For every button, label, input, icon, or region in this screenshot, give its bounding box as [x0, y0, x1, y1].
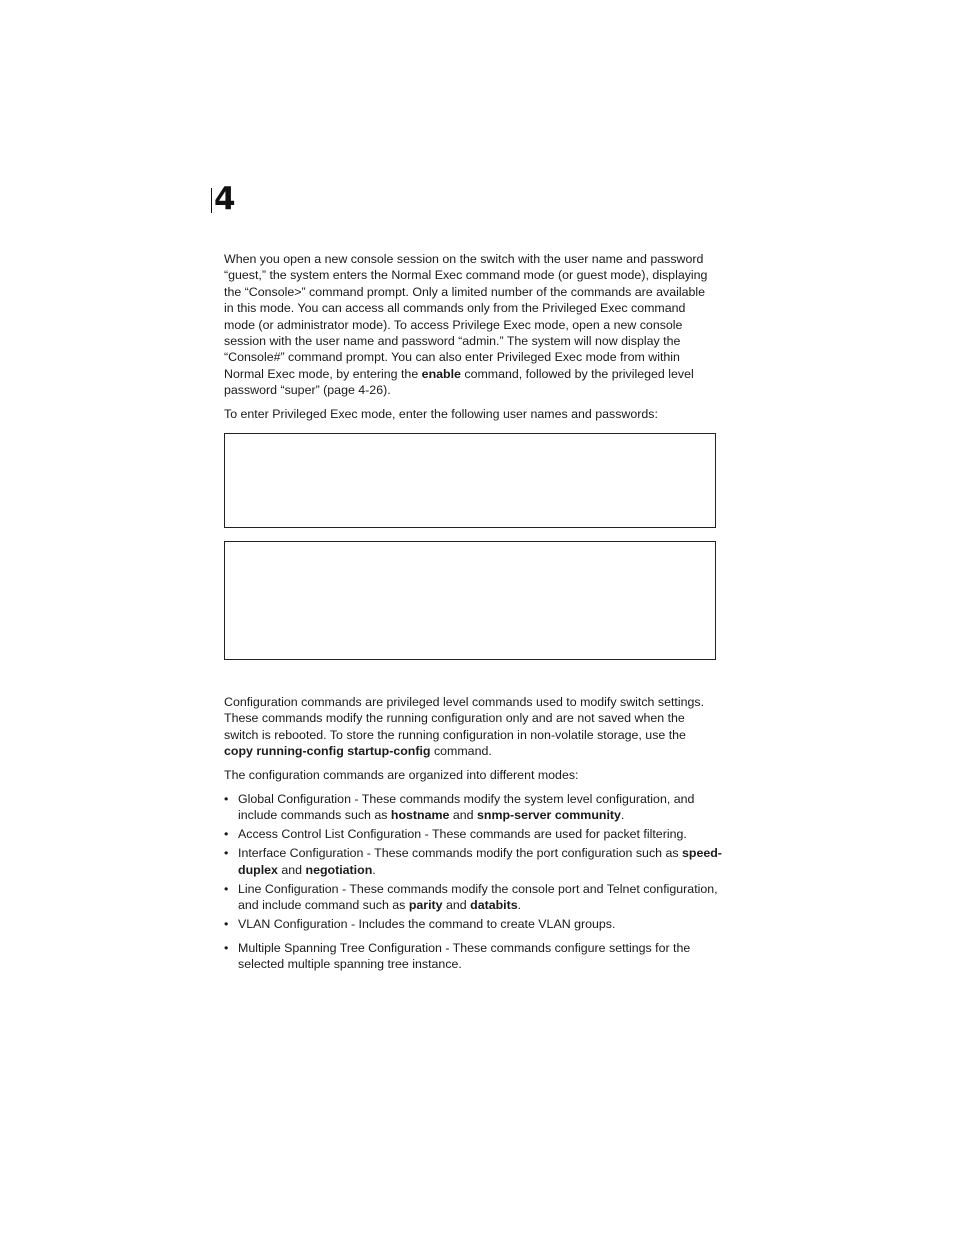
exec-intro-text-1: When you open a new console session on the switch with the user name and password “guest,” the system enters the Normal Exec command mode (or guest mode), displaying the “Console>” command prompt. Only a limited number of the commands are available in this mode. You can access all commands only from the Privileged Exec command mode (or administrator mode). To access Privilege Exec mode, open a new console session with the user name and password “admin.” The system will now display the “Console#” command prompt. You can also enter Privileged Exec mode from within Normal Exec mode, by entering the	[224, 252, 708, 381]
enable-command: enable	[421, 366, 461, 381]
list-item-text: Interface Configuration - These commands modify the port configuration such as	[238, 846, 682, 861]
list-item-mst-configuration	[224, 940, 724, 973]
list-item-text: Line Configuration - These commands modify the console port and Telnet configuration, and include command such as	[238, 881, 718, 913]
list-item-text: and	[449, 808, 477, 823]
list-item-text: Multiple Spanning Tree Configuration - These commands configure settings for the selected multiple spanning tree instance.	[238, 940, 691, 972]
list-item-text: Global Configuration - These commands modify the system level configuration, and include commands such as	[238, 792, 695, 823]
config-modes-list	[224, 791, 724, 975]
list-item-text: .	[372, 862, 376, 877]
exec-mode-intro-paragraph	[224, 251, 716, 399]
bullet-icon: •	[224, 917, 229, 932]
list-item-text: VLAN Configuration - Includes the command to create VLAN groups.	[238, 917, 616, 932]
bullet-icon: •	[224, 846, 229, 861]
list-item-line-configuration	[224, 881, 724, 914]
bullet-icon: •	[224, 881, 229, 896]
login-example-box-guest	[224, 433, 716, 528]
list-item-interface-configuration	[224, 845, 724, 878]
command-databits: databits	[470, 898, 518, 913]
list-item-text: and	[442, 898, 471, 913]
privileged-exec-instructions: To enter Privileged Exec mode, enter the following user names and passwords:	[224, 407, 658, 421]
bullet-icon: •	[224, 792, 229, 806]
command-snmp-server-community: snmp-server community	[477, 808, 621, 823]
command-speed-duplex: speed-duplex	[238, 846, 722, 877]
command-negotiation: negotiation	[305, 862, 373, 877]
config-modes-intro: The configuration commands are organized into different modes:	[224, 768, 579, 782]
list-item-text: Access Control List Configuration - These commands are used for packet filtering.	[238, 827, 687, 842]
list-item-text: .	[620, 808, 625, 823]
list-item-global-configuration	[224, 791, 724, 824]
config-intro-text-2: command.	[430, 744, 492, 759]
config-commands-intro-paragraph	[224, 694, 716, 760]
bullet-icon: •	[224, 827, 229, 842]
command-hostname: hostname	[390, 808, 450, 823]
bullet-icon: •	[224, 940, 229, 955]
login-example-box-admin	[224, 541, 716, 660]
chapter-number-marker	[211, 181, 241, 217]
list-item-acl-configuration	[224, 826, 724, 842]
config-intro-text-1: Configuration commands are privileged level commands used to modify switch settings. These commands modify the running configuration only and are not saved when the switch is rebooted. To store the running configuration in non-volatile storage, use the	[224, 695, 705, 742]
list-item-text: .	[517, 898, 522, 913]
chapter-bar	[211, 188, 212, 213]
command-parity: parity	[408, 898, 443, 913]
chapter-number: 4	[214, 181, 236, 217]
exec-intro-text-2: command, followed by the privileged level password “super” (page 4-26).	[224, 366, 694, 398]
list-item-vlan-configuration	[224, 916, 724, 932]
list-item-text: and	[277, 862, 306, 877]
copy-config-command: copy running-config startup-config	[224, 744, 431, 759]
